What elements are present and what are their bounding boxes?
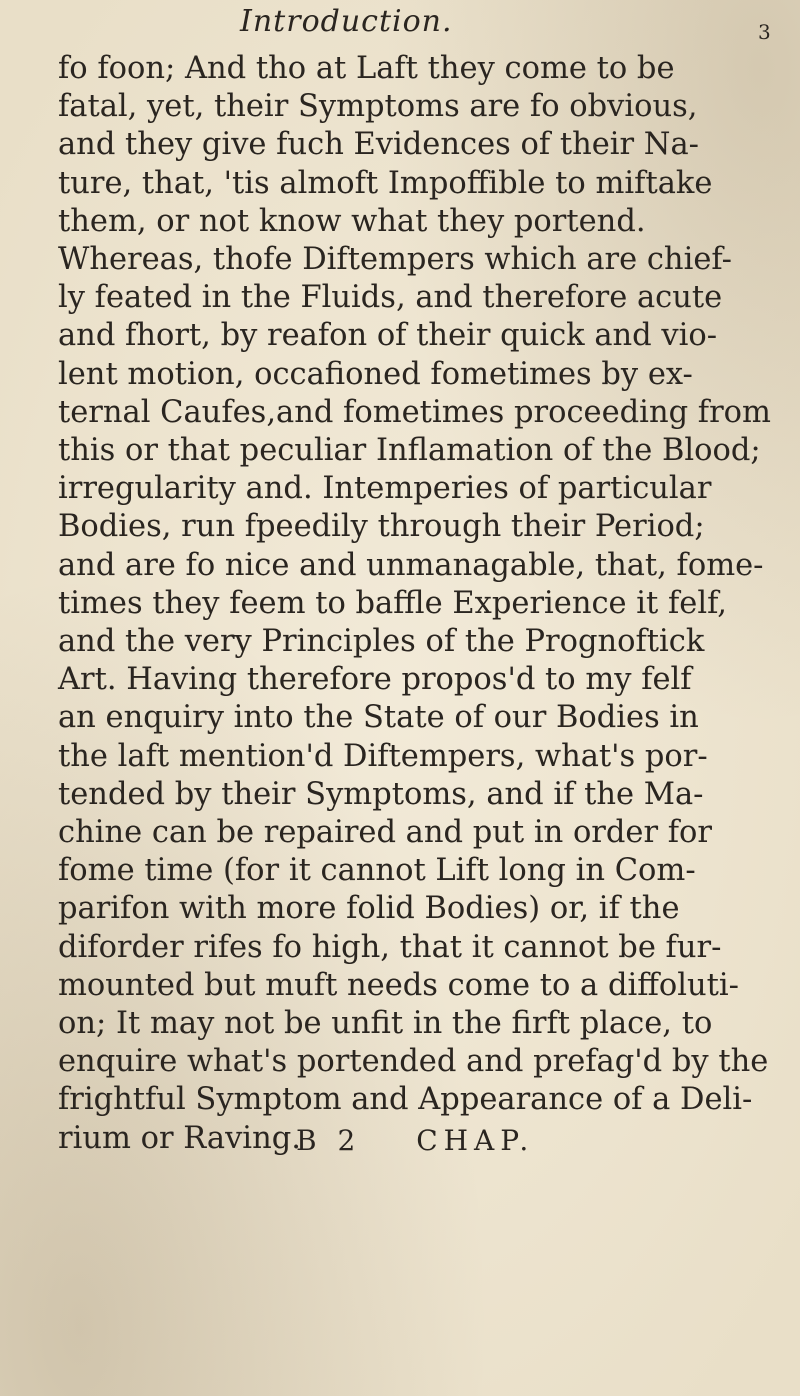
text-line: them, or not know what they portend.	[58, 203, 646, 239]
signature-mark: B 2	[296, 1124, 362, 1157]
page-number: 3	[758, 20, 771, 44]
text-line: and they give fuch Evidences of their Na-	[58, 127, 699, 163]
text-line: rium or Raving.	[58, 1120, 301, 1156]
text-line: the laft mention'd Diftempers, what's por-	[58, 738, 708, 774]
text-line: diforder rifes fo high, that it cannot be fur-	[58, 929, 722, 965]
text-line: and are fo nice and unmanagable, that, fome-	[58, 547, 764, 583]
text-line: ture, that, 'tis almoft Impoffible to miftake	[58, 165, 713, 201]
text-line: irregularity and. Intemperies of particular	[58, 471, 712, 507]
text-line: frightful Symptom and Appearance of a Deli-	[58, 1082, 753, 1118]
text-line: Art. Having therefore propos'd to my felf	[58, 662, 692, 698]
catchword: CHAP.	[416, 1124, 535, 1157]
text-line: and fhort, by reafon of their quick and vio-	[58, 318, 718, 354]
text-line: an enquiry into the State of our Bodies in	[58, 700, 699, 736]
text-line: and the very Principles of the Prognoftick	[58, 624, 705, 660]
text-line: chine can be repaired and put in order for	[58, 815, 712, 851]
text-line: Bodies, run fpeedily through their Period;	[58, 509, 705, 545]
text-line: fo foon; And tho at Laft they come to be	[58, 51, 675, 86]
text-line: ternal Caufes,and fometimes proceeding from	[58, 394, 771, 430]
text-line: mounted but muft needs come to a diffoluti-	[58, 967, 739, 1003]
text-line: times they feem to baffle Experience it felf,	[58, 585, 727, 621]
page-footer	[296, 1124, 534, 1157]
text-line: on; It may not be unfit in the firft place, to	[58, 1006, 713, 1042]
page-header	[0, 0, 800, 50]
text-line: lent motion, occafioned fometimes by ex-	[58, 356, 693, 392]
running-head: Introduction.	[240, 4, 453, 39]
text-line: fome time (for it cannot Lift long in Com-	[58, 853, 696, 889]
text-line: Whereas, thofe Diftempers which are chief-	[58, 242, 732, 278]
text-line: parifon with more folid Bodies) or, if the	[58, 891, 680, 927]
text-line: tended by their Symptoms, and if the Ma-	[58, 776, 704, 812]
text-line: enquire what's portended and prefag'd by the	[58, 1044, 769, 1080]
text-line: fatal, yet, their Symptoms are fo obvious,	[58, 89, 698, 125]
body-text	[58, 50, 778, 1158]
text-line: ly feated in the Fluids, and therefore acute	[58, 280, 723, 316]
text-line: this or that peculiar Inflamation of the Blood;	[58, 433, 761, 469]
